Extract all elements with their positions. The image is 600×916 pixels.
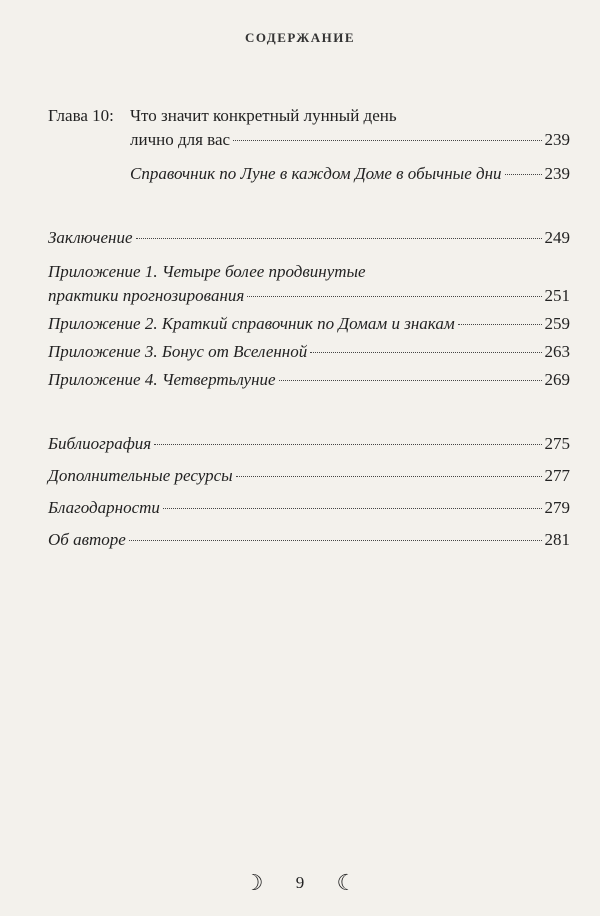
footer-page-number: 9 xyxy=(295,873,305,892)
entry-title-line-1: Приложение 1. Четыре более продвинутые xyxy=(48,262,366,281)
page-number: 249 xyxy=(544,228,570,247)
entry-title: Благодарности xyxy=(48,498,160,517)
toc-entry-appendix-1[interactable] xyxy=(48,260,570,308)
toc-entry-acknowledgements[interactable] xyxy=(48,496,570,520)
dot-leader xyxy=(136,238,542,239)
dot-leader xyxy=(233,140,541,141)
page-number: 279 xyxy=(544,498,570,517)
toc-entry-bibliography[interactable] xyxy=(48,432,570,456)
page-header: СОДЕРЖАНИЕ xyxy=(244,30,356,45)
page-number: 269 xyxy=(544,370,570,389)
entry-title: Приложение 4. Четвертьлуние xyxy=(48,370,276,389)
dot-leader xyxy=(163,508,542,509)
entry-title-line-2: практики прогнозирования xyxy=(48,286,245,305)
toc-entry-additional-resources[interactable] xyxy=(48,464,570,488)
dot-leader xyxy=(247,296,541,297)
toc-entry-moon-reference[interactable] xyxy=(130,162,570,186)
waning-moon-icon: ☾ xyxy=(336,870,357,895)
page-number: 263 xyxy=(544,342,570,361)
toc-entry-conclusion[interactable] xyxy=(48,226,570,250)
chapter-label: Глава 10: xyxy=(48,106,114,125)
entry-title: Дополнительные ресурсы xyxy=(48,466,233,485)
waxing-moon-icon: ☽ xyxy=(243,870,264,895)
page-number: 275 xyxy=(544,434,570,453)
dot-leader xyxy=(129,540,542,541)
entry-title: Библиография xyxy=(48,434,152,453)
dot-leader xyxy=(458,324,542,325)
dot-leader xyxy=(505,174,542,175)
toc-entry-about-author[interactable] xyxy=(48,528,570,552)
page-number: 277 xyxy=(544,466,570,485)
toc-entry-appendix-2[interactable] xyxy=(48,312,570,336)
dot-leader xyxy=(236,476,542,477)
dot-leader xyxy=(310,352,541,353)
page-number: 259 xyxy=(544,314,570,333)
entry-title: Приложение 3. Бонус от Вселенной xyxy=(48,342,308,361)
page-number: 251 xyxy=(544,286,570,305)
dot-leader xyxy=(279,380,542,381)
page-footer xyxy=(0,870,600,896)
entry-title: Заключение xyxy=(48,228,133,247)
toc-entry-appendix-4[interactable] xyxy=(48,368,570,392)
entry-title: Справочник по Луне в каждом Доме в обычные дни xyxy=(130,164,502,183)
dot-leader xyxy=(154,444,541,445)
page-number: 239 xyxy=(544,164,570,183)
page-number: 239 xyxy=(544,130,570,149)
chapter-title-line-1: Что значит конкретный лунный день xyxy=(130,106,397,125)
entry-title: Об авторе xyxy=(48,530,126,549)
page-number: 281 xyxy=(544,530,570,549)
toc-entry-appendix-3[interactable] xyxy=(48,340,570,364)
entry-title: Приложение 2. Краткий справочник по Домам и знакам xyxy=(48,314,455,333)
chapter-title-line-2: лично для вас 239 xyxy=(130,128,570,152)
